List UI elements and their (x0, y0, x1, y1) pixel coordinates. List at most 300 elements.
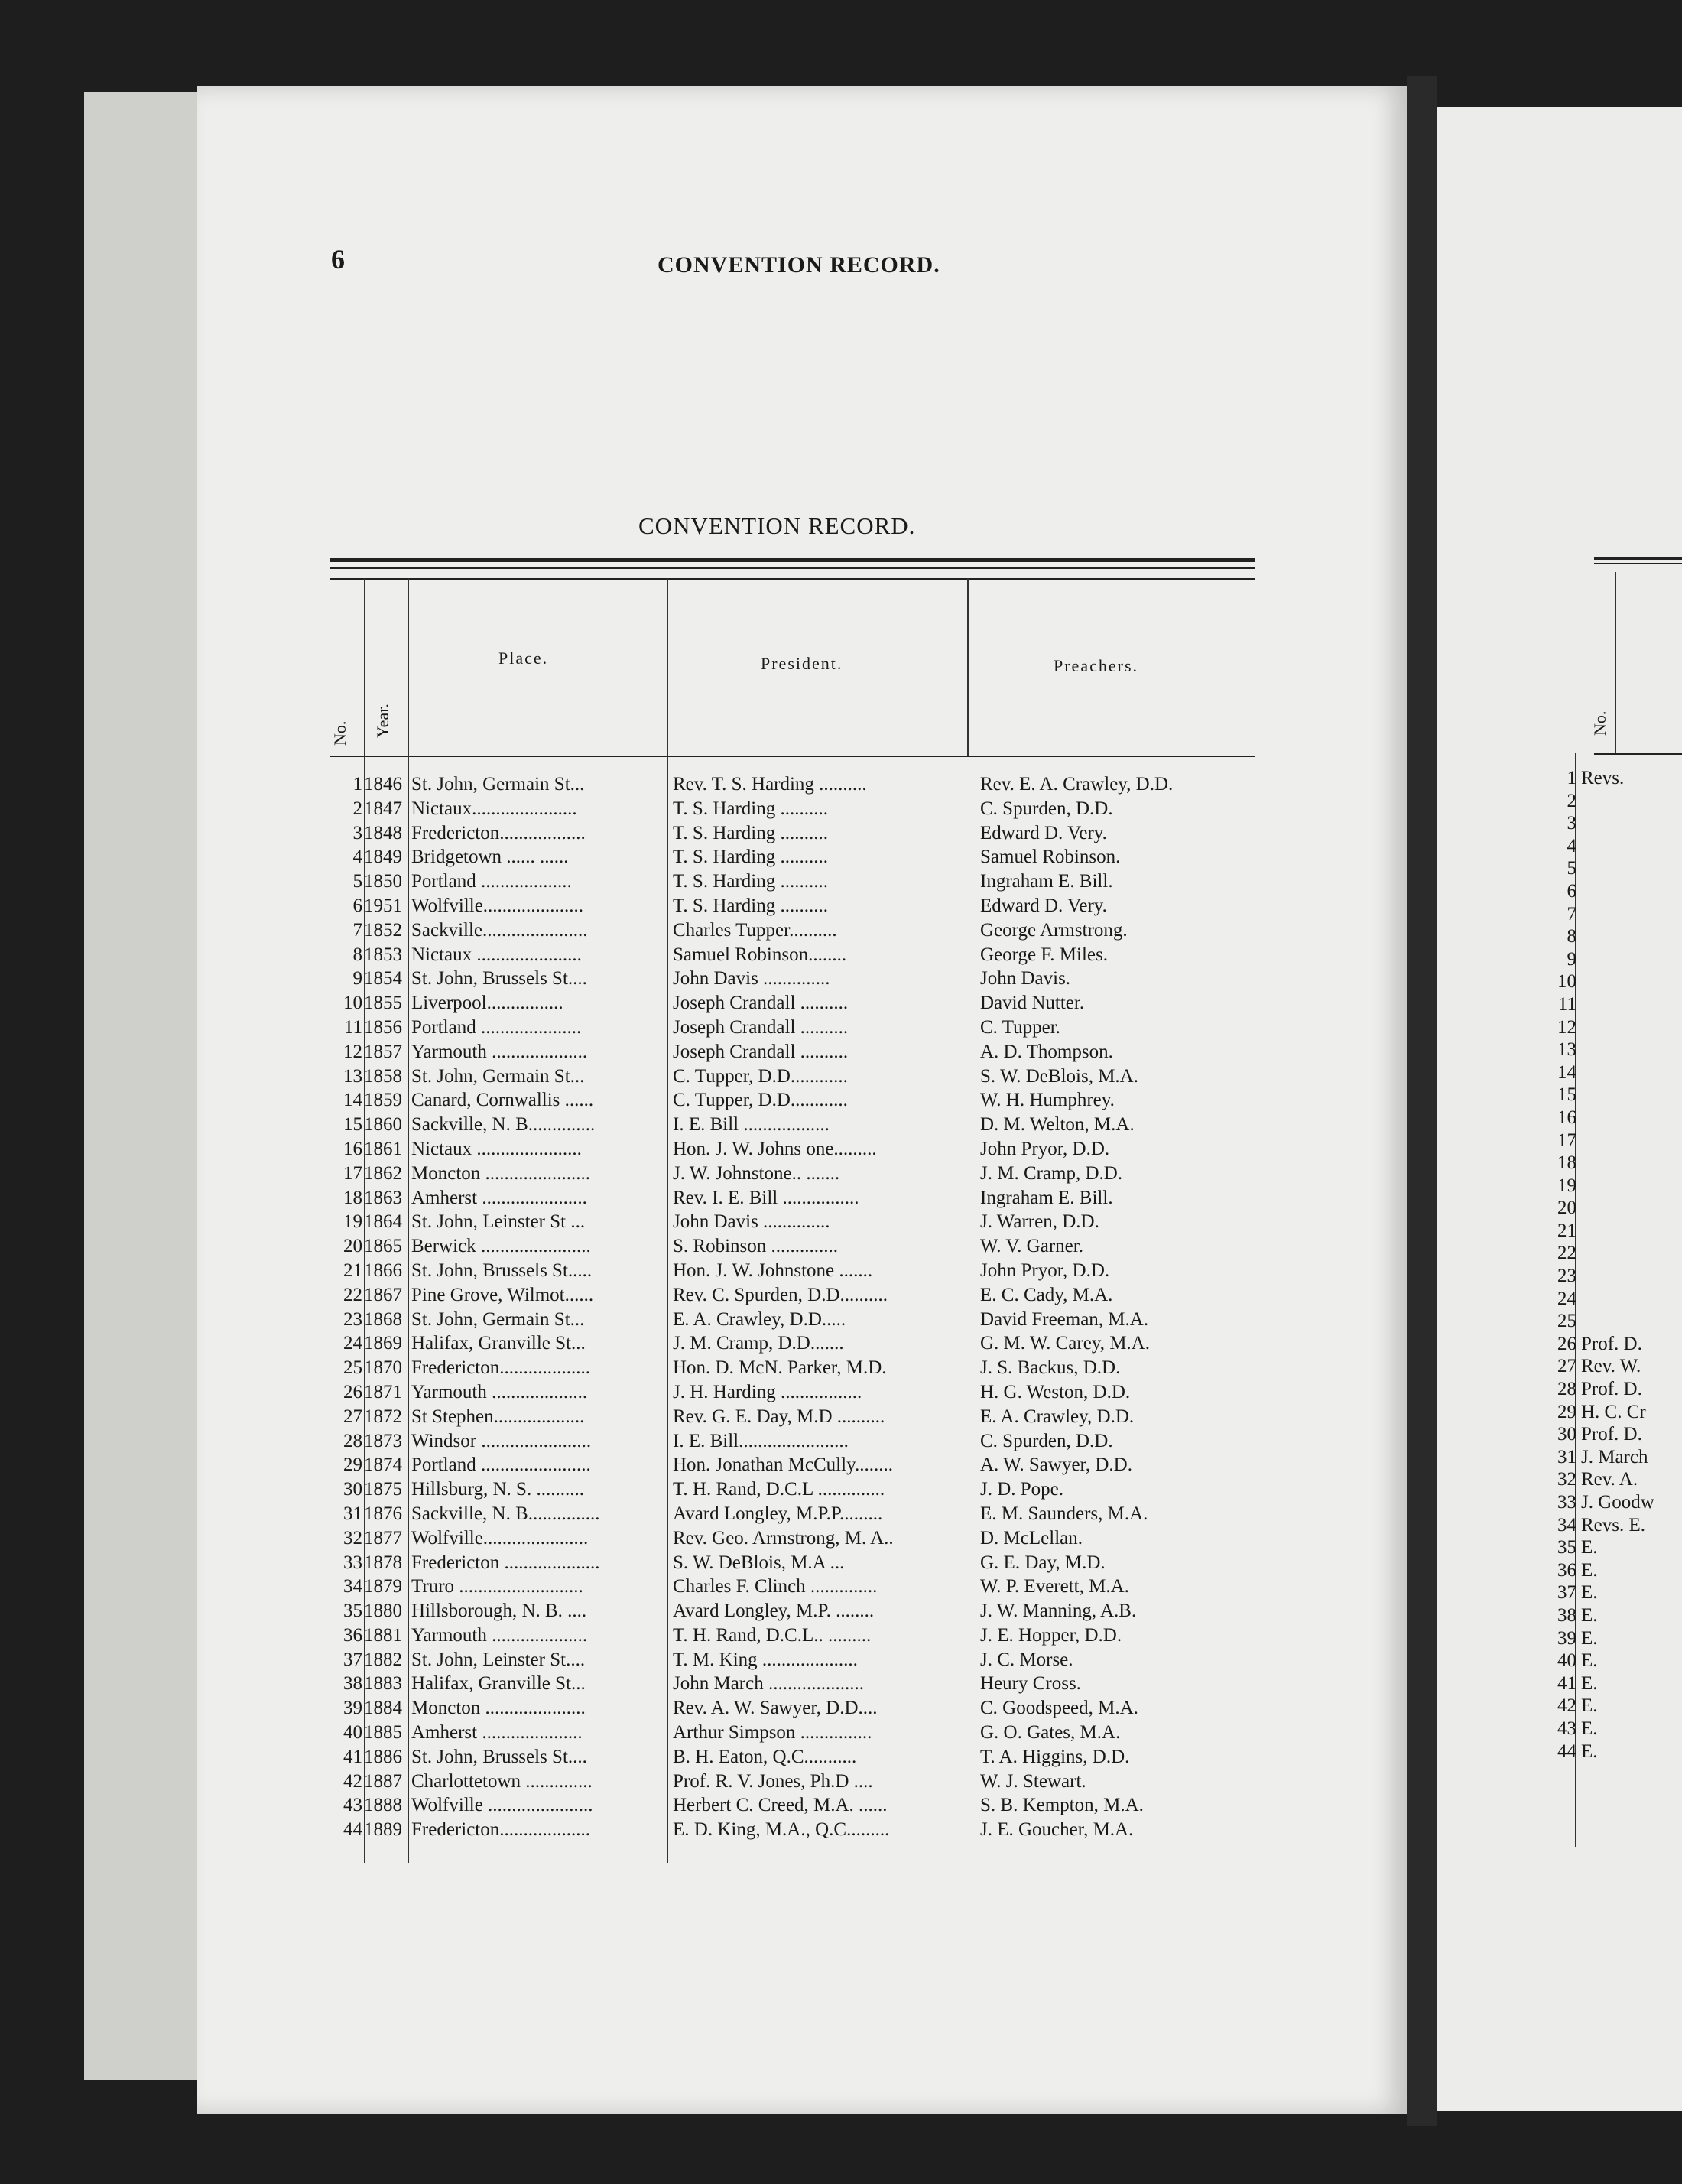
row-preacher: Edward D. Very. (980, 822, 1107, 843)
row-number: 16 (343, 1138, 362, 1159)
row-year: 1862 (364, 1162, 402, 1184)
row-number: 11 (343, 1016, 362, 1038)
facing-table-row (1529, 1198, 1682, 1220)
table-row (313, 1188, 1277, 1212)
row-number: 32 (343, 1527, 362, 1549)
row-preacher: David Nutter. (980, 993, 1085, 1014)
table-row (313, 1528, 1277, 1552)
facing-row-number: 35 (1557, 1537, 1576, 1558)
row-year: 1877 (364, 1527, 402, 1549)
facing-row-text: Prof. D. (1581, 1379, 1642, 1400)
row-preacher: W. P. Everett, M.A. (980, 1576, 1129, 1597)
row-preacher: C. Spurden, D.D. (980, 1430, 1113, 1451)
facing-row-number: 18 (1557, 1152, 1576, 1174)
row-president: Rev. G. E. Day, M.D .......... (673, 1406, 885, 1427)
table-row (313, 1017, 1277, 1042)
row-place: Portland ..................... (411, 1016, 582, 1038)
row-president: Prof. R. V. Jones, Ph.D .... (673, 1770, 873, 1792)
row-preacher: W. H. Humphrey. (980, 1090, 1115, 1111)
row-preacher: A. W. Sawyer, D.D. (980, 1454, 1132, 1476)
facing-row-number: 4 (1567, 835, 1576, 856)
row-place: Nictaux...................... (411, 798, 577, 819)
row-president: Arthur Simpson ............... (673, 1722, 872, 1744)
header-no: No. (330, 720, 349, 746)
row-number: 39 (343, 1698, 362, 1719)
row-place: Windsor ....................... (411, 1430, 592, 1451)
row-place: Sackville, N. B............... (411, 1503, 600, 1524)
row-number: 27 (343, 1406, 362, 1427)
facing-row-number: 36 (1557, 1559, 1576, 1581)
row-preacher: G. O. Gates, M.A. (980, 1722, 1121, 1744)
facing-table-row (1529, 1243, 1682, 1266)
row-place: Nictaux ...................... (411, 1138, 582, 1159)
row-year: 1872 (364, 1406, 402, 1427)
table-row (313, 1747, 1277, 1771)
facing-row-text: E. (1581, 1537, 1598, 1558)
row-preacher: J. S. Backus, D.D. (980, 1357, 1121, 1379)
row-year: 1858 (364, 1065, 402, 1087)
row-president: J. W. Johnstone.. ....... (673, 1162, 840, 1184)
row-year: 1886 (364, 1746, 402, 1767)
table-row (313, 895, 1277, 920)
table-row (313, 847, 1277, 871)
header-president: President. (761, 654, 843, 673)
row-preacher: D. M. Welton, M.A. (980, 1114, 1135, 1136)
row-place: Fredericton................... (411, 1357, 590, 1379)
facing-table-row (1529, 1152, 1682, 1175)
row-number: 13 (343, 1065, 362, 1087)
table-row (313, 1431, 1277, 1455)
facing-table-row (1529, 994, 1682, 1017)
row-preacher: J. Warren, D.D. (980, 1211, 1099, 1233)
row-place: St. John, Brussels St.... (411, 968, 587, 990)
row-year: 1887 (364, 1770, 402, 1792)
facing-table-row (1529, 1039, 1682, 1062)
row-number: 8 (352, 944, 362, 965)
table-rule-double (330, 567, 1255, 569)
facing-rule-bottom (1594, 753, 1682, 755)
row-place: St. John, Germain St... (411, 1065, 585, 1087)
table-row (313, 1406, 1277, 1431)
row-preacher: J. W. Manning, A.B. (980, 1601, 1137, 1622)
facing-table-row (1529, 1605, 1682, 1628)
facing-row-number: 26 (1557, 1333, 1576, 1354)
row-number: 6 (352, 895, 362, 916)
facing-row-number: 10 (1557, 971, 1576, 993)
facing-row-number: 24 (1557, 1288, 1576, 1309)
row-president: C. Tupper, D.D............ (673, 1065, 848, 1087)
row-number: 10 (343, 993, 362, 1014)
row-place: Fredericton .................... (411, 1552, 600, 1573)
row-number: 19 (343, 1211, 362, 1233)
row-preacher: W. J. Stewart. (980, 1770, 1086, 1792)
row-president: John Davis .............. (673, 968, 830, 990)
facing-table-row (1529, 768, 1682, 791)
row-year: 1854 (364, 968, 402, 990)
facing-row-text: Prof. D. (1581, 1424, 1642, 1445)
row-president: Rev. Geo. Armstrong, M. A.. (673, 1527, 894, 1549)
header-place: Place. (498, 648, 549, 668)
row-year: 1869 (364, 1333, 402, 1354)
facing-row-text: E. (1581, 1559, 1598, 1581)
row-year: 1951 (364, 895, 402, 916)
row-place: Wolfville ...................... (411, 1795, 593, 1816)
row-president: John Davis .............. (673, 1211, 830, 1233)
facing-header-no: No. (1590, 710, 1609, 736)
row-preacher: J. E. Hopper, D.D. (980, 1624, 1122, 1646)
table-row (313, 1795, 1277, 1819)
facing-row-number: 42 (1557, 1695, 1576, 1717)
facing-row-number: 5 (1567, 858, 1576, 879)
row-president: E. A. Crawley, D.D..... (673, 1308, 846, 1330)
row-place: Halifax, Granville St... (411, 1333, 586, 1354)
facing-row-number: 12 (1557, 1016, 1576, 1038)
row-place: St. John, Leinster St.... (411, 1649, 586, 1670)
row-place: St Stephen................... (411, 1406, 585, 1427)
table-title: CONVENTION RECORD. (638, 512, 916, 539)
facing-rule-thin (1594, 563, 1682, 564)
table-row (313, 1260, 1277, 1285)
table-row (313, 1139, 1277, 1163)
row-president: Rev. T. S. Harding .......... (673, 774, 867, 795)
facing-row-text: E. (1581, 1740, 1598, 1762)
facing-table-row (1529, 1628, 1682, 1651)
row-place: Halifax, Granville St... (411, 1673, 586, 1695)
facing-row-text: E. (1581, 1672, 1598, 1694)
facing-table-row (1529, 1175, 1682, 1198)
facing-row-text: Revs. (1581, 768, 1625, 788)
row-president: Joseph Crandall .......... (673, 1016, 849, 1038)
table-row (313, 1066, 1277, 1090)
row-year: 1885 (364, 1722, 402, 1744)
row-number: 24 (343, 1333, 362, 1354)
row-president: Joseph Crandall .......... (673, 993, 849, 1014)
row-place: St. John, Leinster St ... (411, 1211, 586, 1233)
facing-row-number: 19 (1557, 1175, 1576, 1196)
row-place: Portland ................... (411, 871, 572, 892)
row-number: 12 (343, 1041, 362, 1062)
facing-row-number: 8 (1567, 926, 1576, 947)
facing-row-number: 21 (1557, 1220, 1576, 1241)
table-row (313, 1285, 1277, 1309)
row-preacher: John Davis. (980, 968, 1071, 990)
row-preacher: T. A. Higgins, D.D. (980, 1746, 1130, 1767)
facing-row-number: 11 (1557, 993, 1576, 1015)
table-row (313, 1552, 1277, 1577)
facing-table-row (1529, 971, 1682, 994)
row-president: T. S. Harding .......... (673, 798, 828, 819)
row-year: 1863 (364, 1187, 402, 1208)
row-number: 44 (343, 1819, 362, 1841)
facing-row-text: H. C. Cr (1581, 1401, 1646, 1422)
row-number: 25 (343, 1357, 362, 1379)
row-president: I. E. Bill....................... (673, 1430, 849, 1451)
row-place: Canard, Cornwallis ...... (411, 1090, 594, 1111)
header-year: Year. (373, 704, 392, 738)
row-year: 1889 (364, 1819, 402, 1841)
table-row (313, 798, 1277, 823)
row-president: Rev. I. E. Bill ................ (673, 1187, 859, 1208)
table-row (313, 1722, 1277, 1747)
table-row (313, 1236, 1277, 1260)
row-number: 38 (343, 1673, 362, 1695)
facing-table-row (1529, 1084, 1682, 1107)
row-preacher: D. McLellan. (980, 1527, 1083, 1549)
table-row (313, 1479, 1277, 1503)
facing-row-number: 37 (1557, 1582, 1576, 1604)
row-year: 1879 (364, 1576, 402, 1597)
column-divider (967, 578, 969, 756)
row-president: I. E. Bill .................. (673, 1114, 830, 1136)
book-gutter (1407, 76, 1437, 2126)
facing-table-row (1529, 1107, 1682, 1130)
row-number: 23 (343, 1308, 362, 1330)
table-row (313, 1382, 1277, 1406)
facing-table-row (1529, 791, 1682, 814)
row-place: St. John, Brussels St..... (411, 1259, 593, 1281)
facing-table-row (1529, 1695, 1682, 1718)
facing-row-number: 33 (1557, 1492, 1576, 1513)
table-row (313, 968, 1277, 993)
facing-row-number: 30 (1557, 1424, 1576, 1445)
facing-table-row (1529, 1220, 1682, 1243)
table-row (313, 1649, 1277, 1674)
row-year: 1852 (364, 919, 402, 941)
row-president: C. Tupper, D.D............ (673, 1090, 848, 1111)
facing-table-row (1529, 1560, 1682, 1583)
row-preacher: G. E. Day, M.D. (980, 1552, 1106, 1573)
facing-table-row (1529, 1673, 1682, 1696)
row-year: 1882 (364, 1649, 402, 1670)
row-president: Herbert C. Creed, M.A. ...... (673, 1795, 888, 1816)
row-place: St. John, Germain St... (411, 1308, 585, 1330)
row-preacher: E. M. Saunders, M.A. (980, 1503, 1148, 1524)
row-preacher: George Armstrong. (980, 919, 1128, 941)
row-president: S. W. DeBlois, M.A ... (673, 1552, 845, 1573)
facing-row-text: Rev. W. (1581, 1356, 1641, 1377)
facing-row-text: E. (1581, 1718, 1598, 1739)
row-number: 15 (343, 1114, 362, 1136)
page-edge (84, 92, 199, 2080)
facing-row-text: J. Goodw (1581, 1492, 1654, 1513)
facing-table-row (1529, 1356, 1682, 1379)
row-president: B. H. Eaton, Q.C........... (673, 1746, 857, 1767)
row-preacher: John Pryor, D.D. (980, 1259, 1110, 1281)
row-place: Liverpool................ (411, 993, 563, 1014)
facing-row-number: 14 (1557, 1061, 1576, 1083)
facing-row-text: Revs. E. (1581, 1514, 1646, 1536)
row-number: 35 (343, 1601, 362, 1622)
row-place: Sackville...................... (411, 919, 588, 941)
row-number: 1 (352, 774, 362, 795)
row-preacher: E. A. Crawley, D.D. (980, 1406, 1135, 1427)
row-year: 1855 (364, 993, 402, 1014)
convention-table-body (313, 774, 1277, 1844)
row-president: Hon. J. W. Johnstone ....... (673, 1259, 873, 1281)
facing-row-number: 3 (1567, 813, 1576, 834)
facing-row-number: 28 (1557, 1379, 1576, 1400)
facing-row-number: 6 (1567, 880, 1576, 902)
row-number: 18 (343, 1187, 362, 1208)
table-rule-top (330, 558, 1255, 562)
table-row (313, 1042, 1277, 1066)
facing-table-row (1529, 1334, 1682, 1357)
table-row (313, 1454, 1277, 1479)
row-president: T. S. Harding .......... (673, 847, 828, 868)
table-row (313, 1211, 1277, 1236)
row-preacher: C. Goodspeed, M.A. (980, 1698, 1138, 1719)
facing-table-row (1529, 926, 1682, 949)
row-preacher: C. Tupper. (980, 1016, 1060, 1038)
row-preacher: J. C. Morse. (980, 1649, 1073, 1670)
running-head: CONVENTION RECORD. (658, 252, 940, 278)
facing-row-text: E. (1581, 1604, 1598, 1626)
row-number: 31 (343, 1503, 362, 1524)
row-year: 1867 (364, 1284, 402, 1305)
row-president: T. H. Rand, D.C.L.. ......... (673, 1624, 872, 1646)
row-year: 1856 (364, 1016, 402, 1038)
facing-table-row (1529, 1537, 1682, 1560)
facing-table-row (1529, 836, 1682, 859)
table-row (313, 823, 1277, 847)
row-preacher: S. B. Kempton, M.A. (980, 1795, 1144, 1816)
facing-table-row (1529, 1402, 1682, 1425)
row-number: 26 (343, 1381, 362, 1402)
row-year: 1881 (364, 1624, 402, 1646)
row-year: 1850 (364, 871, 402, 892)
table-row (313, 1819, 1277, 1844)
row-year: 1861 (364, 1138, 402, 1159)
row-president: John March .................... (673, 1673, 864, 1695)
facing-table-row (1529, 1515, 1682, 1538)
row-number: 9 (352, 968, 362, 990)
facing-row-text: Prof. D. (1581, 1333, 1642, 1354)
row-year: 1865 (364, 1236, 402, 1257)
row-place: Hillsborough, N. B. .... (411, 1601, 587, 1622)
row-president: Hon. Jonathan McCully........ (673, 1454, 893, 1476)
facing-row-number: 38 (1557, 1604, 1576, 1626)
row-number: 30 (343, 1479, 362, 1500)
table-row (313, 944, 1277, 969)
facing-row-number: 41 (1557, 1672, 1576, 1694)
facing-row-number: 17 (1557, 1129, 1576, 1151)
table-row (313, 871, 1277, 895)
row-preacher: Ingraham E. Bill. (980, 871, 1113, 892)
facing-row-number: 27 (1557, 1356, 1576, 1377)
row-place: Wolfville..................... (411, 895, 584, 916)
row-year: 1873 (364, 1430, 402, 1451)
row-place: Moncton ..................... (411, 1698, 586, 1719)
facing-row-number: 22 (1557, 1243, 1576, 1264)
facing-row-number: 25 (1557, 1311, 1576, 1332)
row-place: Amherst ...................... (411, 1187, 587, 1208)
row-president: Rev. A. W. Sawyer, D.D.... (673, 1698, 878, 1719)
facing-table-row (1529, 1130, 1682, 1153)
row-preacher: Rev. E. A. Crawley, D.D. (980, 774, 1174, 795)
facing-row-number: 34 (1557, 1514, 1576, 1536)
row-president: Samuel Robinson........ (673, 944, 847, 965)
facing-table-row (1529, 1266, 1682, 1289)
facing-row-text: E. (1581, 1650, 1598, 1672)
row-place: Moncton ...................... (411, 1162, 591, 1184)
row-year: 1871 (364, 1381, 402, 1402)
row-preacher: A. D. Thompson. (980, 1041, 1113, 1062)
row-place: Charlottetown .............. (411, 1770, 593, 1792)
facing-table-row (1529, 1718, 1682, 1741)
row-preacher: Heury Cross. (980, 1673, 1081, 1695)
row-place: Sackville, N. B.............. (411, 1114, 596, 1136)
row-year: 1848 (364, 822, 402, 843)
row-number: 22 (343, 1284, 362, 1305)
facing-row-text: Rev. A. (1581, 1469, 1638, 1490)
row-place: Yarmouth .................... (411, 1624, 588, 1646)
row-place: Nictaux ...................... (411, 944, 582, 965)
row-preacher: J. E. Goucher, M.A. (980, 1819, 1134, 1841)
row-preacher: John Pryor, D.D. (980, 1138, 1110, 1159)
row-number: 42 (343, 1770, 362, 1792)
row-year: 1860 (364, 1114, 402, 1136)
facing-table-row (1529, 1424, 1682, 1447)
table-row (313, 1771, 1277, 1796)
facing-row-number: 40 (1557, 1650, 1576, 1672)
row-year: 1849 (364, 847, 402, 868)
row-president: Hon. J. W. Johns one......... (673, 1138, 877, 1159)
row-number: 29 (343, 1454, 362, 1476)
table-rule-thin (330, 578, 1255, 580)
table-row (313, 1114, 1277, 1139)
row-number: 3 (352, 822, 362, 843)
row-number: 14 (343, 1090, 362, 1111)
facing-table-row (1529, 949, 1682, 972)
facing-row-number: 7 (1567, 903, 1576, 925)
row-year: 1847 (364, 798, 402, 819)
row-preacher: Ingraham E. Bill. (980, 1187, 1113, 1208)
row-place: Wolfville...................... (411, 1527, 589, 1549)
row-number: 7 (352, 919, 362, 941)
facing-row-text: E. (1581, 1627, 1598, 1649)
row-president: T. S. Harding .......... (673, 871, 828, 892)
row-number: 43 (343, 1795, 362, 1816)
facing-row-number: 1 (1567, 768, 1576, 788)
row-president: Charles F. Clinch .............. (673, 1576, 878, 1597)
facing-table-row (1529, 1017, 1682, 1040)
facing-row-number: 13 (1557, 1039, 1576, 1061)
row-number: 33 (343, 1552, 362, 1573)
row-number: 2 (352, 798, 362, 819)
facing-row-number: 23 (1557, 1266, 1576, 1287)
row-preacher: H. G. Weston, D.D. (980, 1381, 1131, 1402)
row-preacher: George F. Miles. (980, 944, 1108, 965)
row-year: 1853 (364, 944, 402, 965)
table-row (313, 920, 1277, 944)
row-number: 40 (343, 1722, 362, 1744)
row-president: T. S. Harding .......... (673, 895, 828, 916)
row-place: Bridgetown ...... ...... (411, 847, 569, 868)
row-year: 1846 (364, 774, 402, 795)
row-place: Hillsburg, N. S. .......... (411, 1479, 584, 1500)
facing-row-number: 29 (1557, 1401, 1576, 1422)
row-number: 20 (343, 1236, 362, 1257)
table-row (313, 1673, 1277, 1698)
row-year: 1859 (364, 1090, 402, 1111)
row-year: 1870 (364, 1357, 402, 1379)
facing-row-text: J. March (1581, 1446, 1648, 1467)
facing-table-row (1529, 1289, 1682, 1311)
facing-rule-top (1594, 557, 1682, 560)
row-president: Avard Longley, M.P.P......... (673, 1503, 883, 1524)
table-row (313, 1309, 1277, 1334)
facing-table-row (1529, 1650, 1682, 1673)
